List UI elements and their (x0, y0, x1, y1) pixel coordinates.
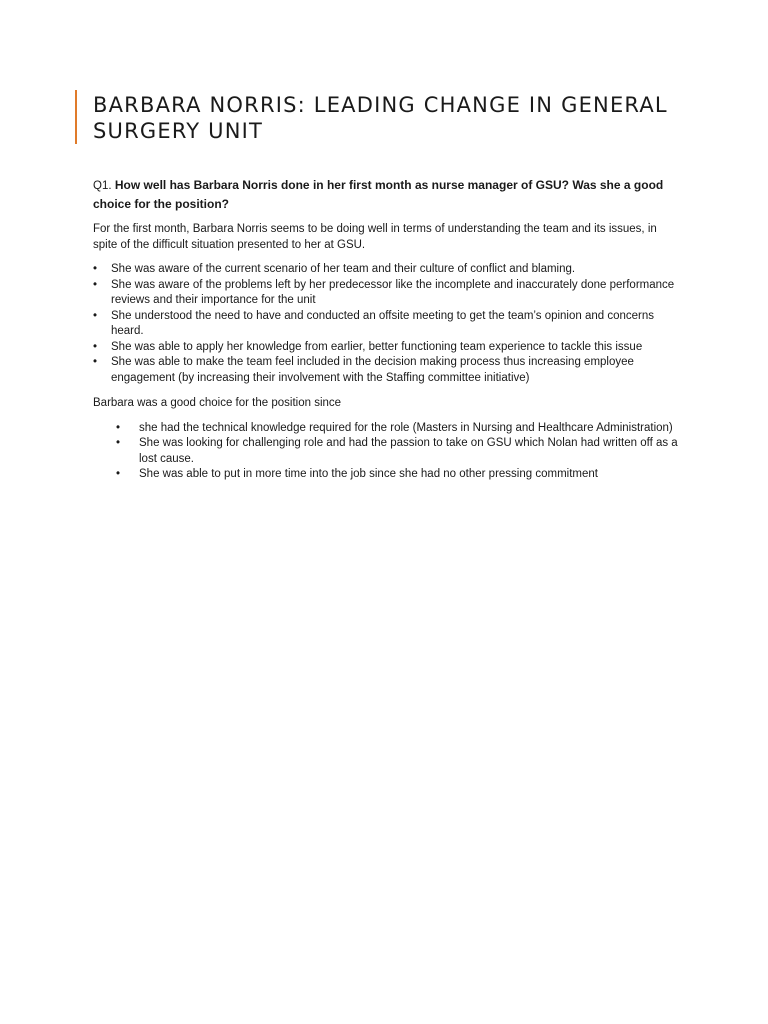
list-item: • She was aware of the problems left by her predecessor like the incomplete and inaccurately done performance reviews and their importance for the unit (93, 278, 683, 309)
list-item: • She was aware of the current scenario of her team and their culture of conflict and blaming. (93, 262, 683, 278)
list-item: • She was looking for challenging role and had the passion to take on GSU which Nolan had written off as a lost cause. (93, 436, 683, 467)
document-title: BARBARA NORRIS: LEADING CHANGE IN GENERAL SURGERY UNIT (93, 93, 668, 143)
question-text: How well has Barbara Norris done in her first month as nurse manager of GSU? Was she a good choice for the position? (93, 178, 664, 211)
question (93, 176, 683, 213)
document-body (93, 176, 683, 493)
list-item: • She was able to make the team feel included in the decision making process thus increasing employee engagement (by increasing their involvement with the Staffing committee initiative) (93, 355, 683, 386)
list-item: • she had the technical knowledge required for the role (Masters in Nursing and Healthcare Administration) (93, 421, 683, 437)
list-item: • She was able to apply her knowledge from earlier, better functioning team experience to tackle this issue (93, 340, 683, 356)
choice-list (93, 421, 683, 483)
choice-paragraph: Barbara was a good choice for the position since (93, 397, 342, 409)
performance-list (93, 262, 683, 386)
intro-paragraph: For the first month, Barbara Norris seems to be doing well in terms of understanding the team and its issues, in spite of the difficult situation presented to her at GSU. (93, 223, 657, 251)
title-block (75, 90, 693, 144)
list-item: • She was able to put in more time into the job since she had no other pressing commitment (93, 467, 683, 483)
question-number: Q1. (93, 180, 112, 192)
list-item: • She understood the need to have and conducted an offsite meeting to get the team’s opinion and concerns heard. (93, 309, 683, 340)
